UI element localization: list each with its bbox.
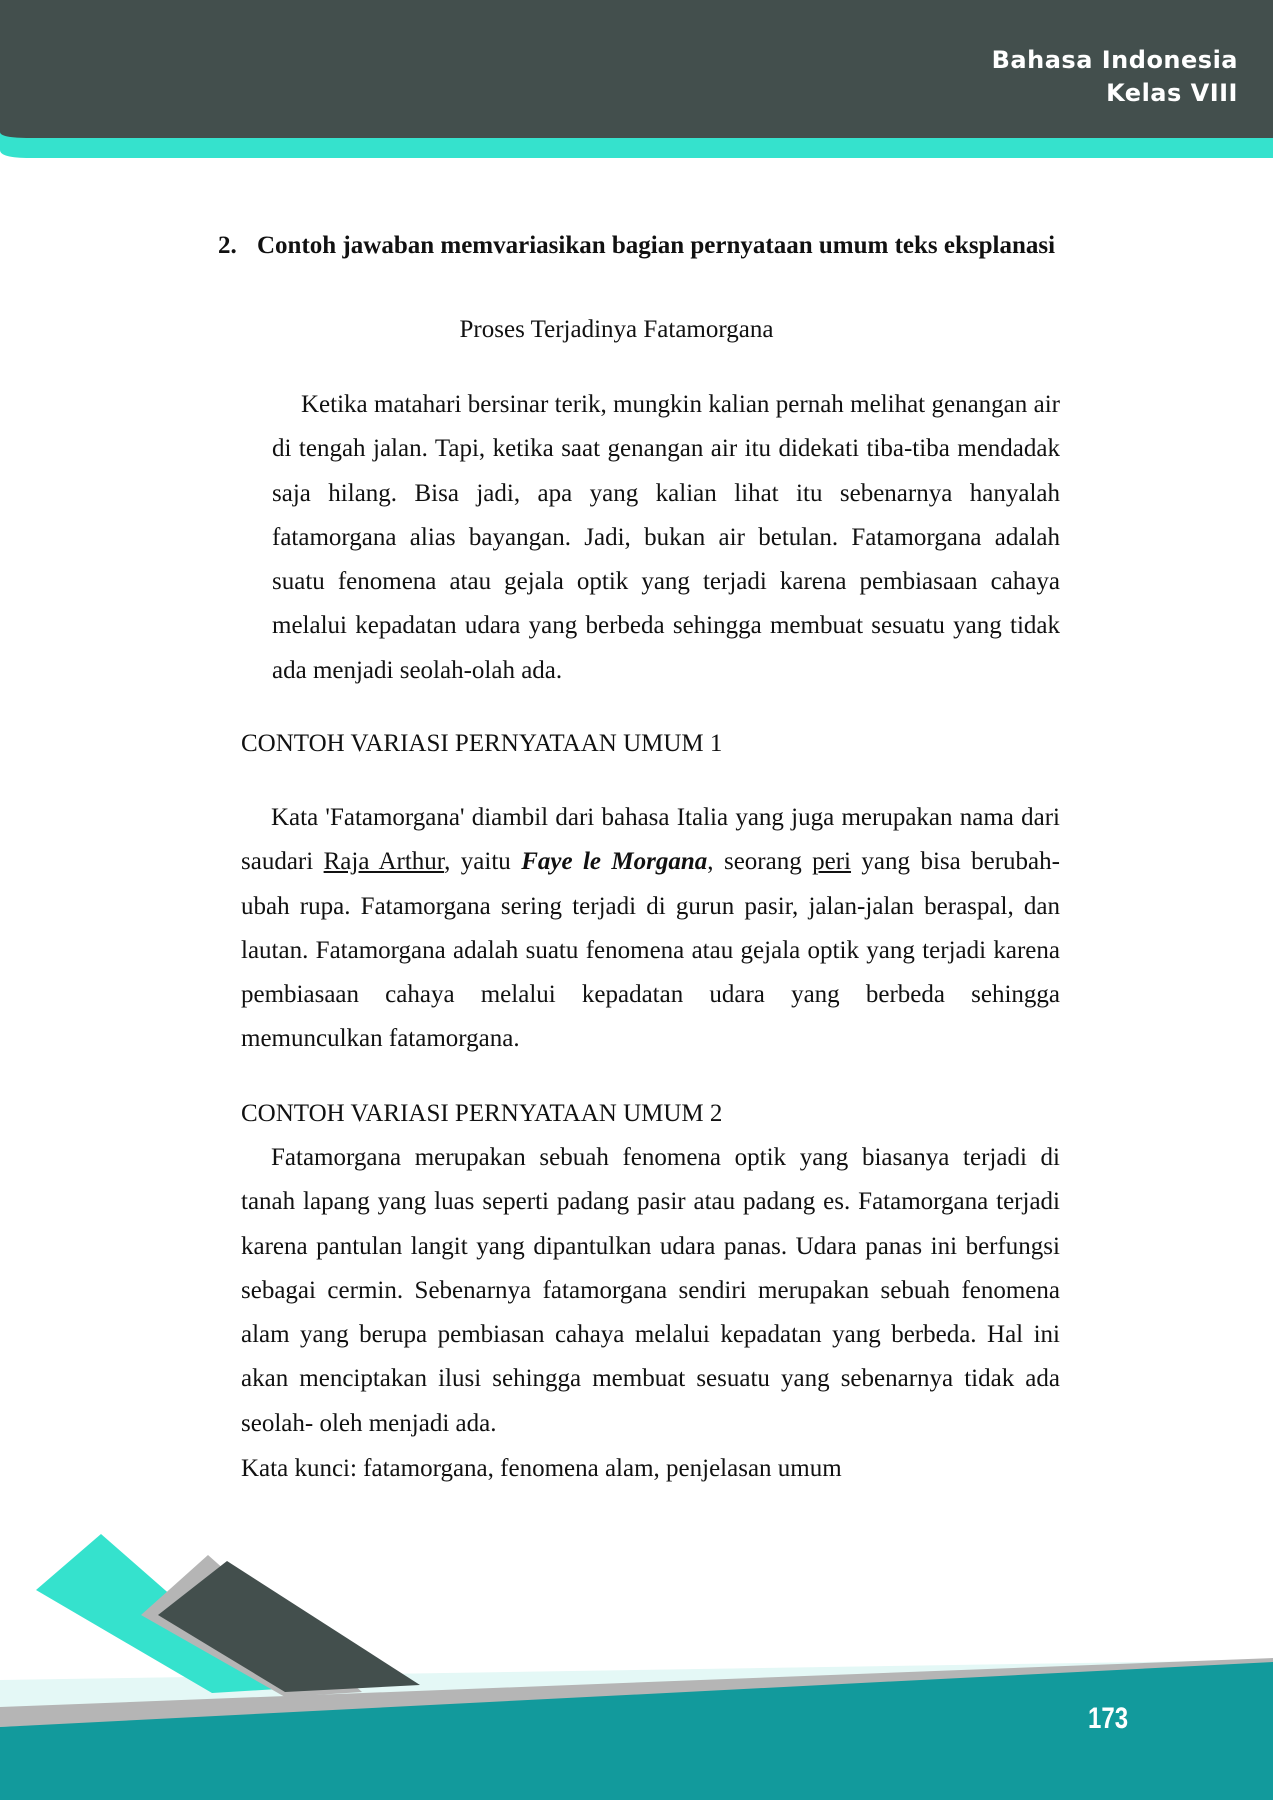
variation-1-text-a: Kata 'Fatamorgana' diambil dari bahasa Italia yang juga merupakan nama dari saudari [241,804,1060,876]
faye-le-morgana-emphasis: Faye le Morgana [521,848,708,876]
intro-paragraph: Ketika matahari bersinar terik, mungkin kalian pernah melihat genangan air di tengah jalan. Tapi, ketika saat genangan air itu didekati tiba-tiba mendadak saja hilang. Bisa jadi, apa yang kalian lihat itu sebenarnya hanyalah fatamorgana alias bayangan. Jadi, bukan air betulan. Fatamorgana adalah suatu fenomena atau gejala optik yang terjadi karena pembiasaan cahaya melalui kepadatan udara yang berbeda sehingga membuat sesuatu yang tidak ada menjadi seolah-olah ada. [272,391,1060,684]
keywords-line: Kata kunci: fatamorgana, fenomena alam, penjelasan umum [241,1455,842,1482]
footer-graphic [0,1500,1273,1800]
question-heading [218,224,1078,268]
variation-2-paragraph: Fatamorgana merupakan sebuah fenomena optik yang biasanya terjadi di tanah lapang yang luas seperti padang pasir atau padang es. Fatamorgana terjadi karena pantulan langit yang dipantulkan udara panas. Udara panas ini berfungsi sebagai cermin. Sebenarnya fatamorgana sendiri merupakan sebuah fenomena alam yang berupa pembiasan cahaya melalui kepadatan yang berbeda. Hal ini akan menciptakan ilusi sehingga membuat sesuatu yang sebenarnya tidak ada seolah- oleh menjadi ada. [241,1144,1060,1437]
page-number: 173 [1087,1702,1128,1735]
peri-link[interactable]: peri [812,848,852,876]
variation-1-label: CONTOH VARIASI PERNYATAAN UMUM 1 [241,730,723,757]
text-title-label: Proses Terjadinya Fatamorgana [459,316,774,343]
question-heading-text: Contoh jawaban memvariasikan bagian pernyataan umum teks eksplanasi [257,232,1056,259]
header-subject: Bahasa Indonesia [991,46,1238,74]
variation-1-paragraph [241,796,1060,1062]
variation-2-label: CONTOH VARIASI PERNYATAAN UMUM 2 [241,1100,723,1127]
question-number: 2. [218,232,237,259]
page-footer [0,1500,1273,1800]
variation-1-text-d: yang bisa berubah-ubah rupa. Fatamorgana sering terjadi di gurun pasir, jalan-jalan beraspal, dan lautan. Fatamorgana adalah suatu fenomena atau gejala optik yang terjadi karena pembiasaan cahaya melalui kepadatan udara yang berbeda sehingga memunculkan fatamorgana. [241,848,1060,1053]
raja-arthur-link[interactable]: Raja Arthur [323,848,445,876]
header-title [992,44,1238,110]
text-title [0,313,1273,347]
variation-1-text-b: , yaitu [444,848,522,876]
header-grade: Kelas VIII [1106,79,1238,107]
variation-1-text-c: , seorang [707,848,813,876]
page-header [0,0,1273,160]
